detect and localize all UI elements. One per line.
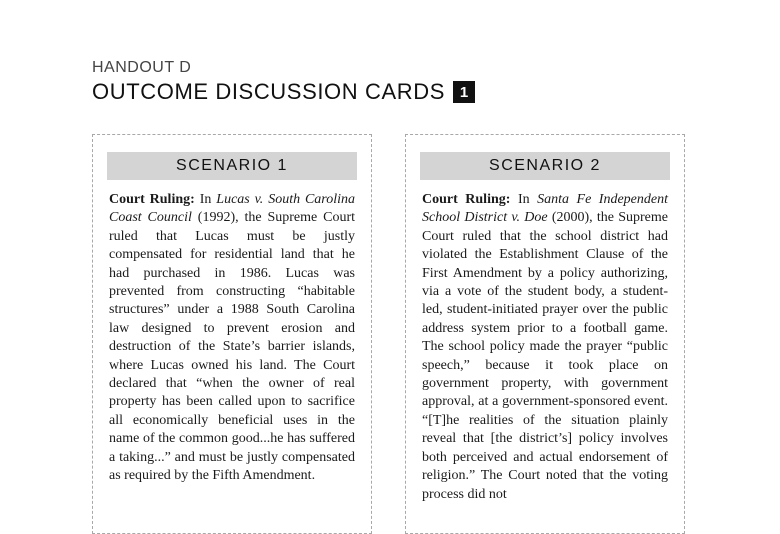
scenario-ruling-text — [422, 191, 668, 504]
page-title: OUTCOME DISCUSSION CARDS — [92, 79, 445, 104]
scenario-card-2 — [405, 134, 685, 534]
scenario-heading: SCENARIO 1 — [107, 152, 357, 180]
ruling-label: Court Ruling: — [109, 192, 195, 207]
case-name: Lucas v. South Carolina Coast Council — [109, 192, 356, 226]
handout-label: HANDOUT D — [92, 59, 192, 76]
card-number-badge: 1 — [453, 81, 475, 103]
ruling-intro: In — [517, 192, 530, 207]
ruling-body: (2000), the Supreme Court ruled that the school district had violated the Establishment Clause of the First Amendment by a policy authorizing, via a vote of the student body, a student-led, student-initiated prayer over the public address system prior to a football game. The school policy made the prayer “public speech,” because it took place on government property, with government approval, at a government-sponsored event. “[T]he realities of the situation plainly reveal that [the district’s] policy involves both perceived and actual endorsement of religion.” The Court noted that the voting process did not — [422, 210, 668, 502]
scenario-card-1 — [92, 134, 372, 534]
ruling-body: (1992), the Supreme Court ruled that Lucas must be justly compensated for residential land that he had purchased in 1986. Lucas was prevented from constructing “habitable structures” under a 1988 South Carolina law designed to prevent erosion and destruction of the State’s barrier islands, where Lucas owned his land. The Court declared that “when the owner of real property has been called upon to sacrifice all economically beneficial uses in the name of the common good...he has suffered a taking...” and must be justly compensated as required by the Fifth Amendment. — [109, 210, 355, 484]
scenario-heading: SCENARIO 2 — [420, 152, 670, 180]
title-row — [92, 79, 475, 105]
case-name: Santa Fe Independent School District v. Doe — [422, 192, 668, 226]
ruling-label: Court Ruling: — [422, 192, 511, 207]
ruling-intro: In — [199, 192, 212, 207]
scenario-ruling-text — [109, 191, 355, 486]
